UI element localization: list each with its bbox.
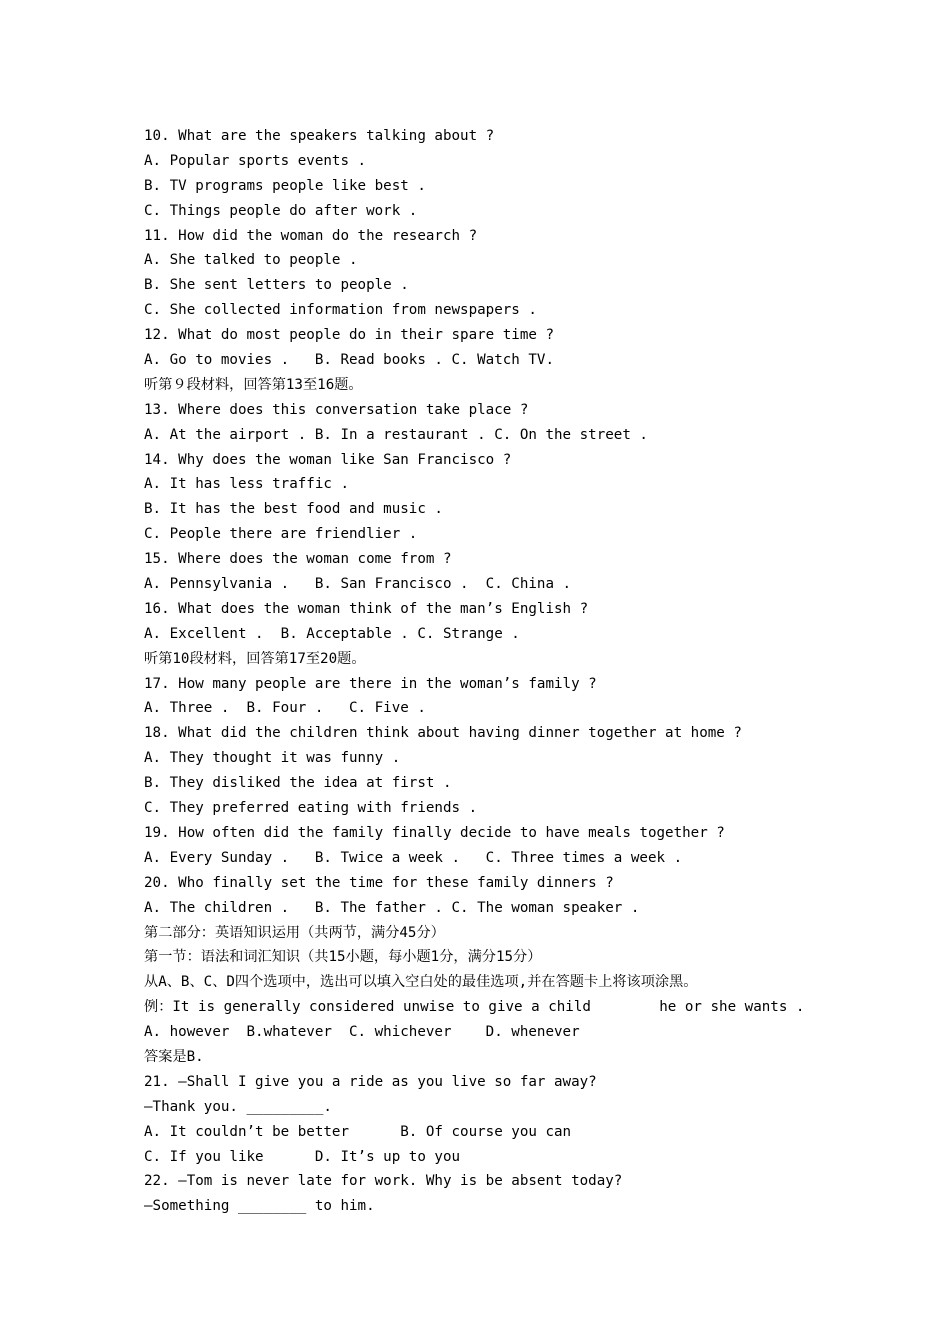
option-line: A. Popular sports events . bbox=[144, 152, 367, 169]
option-line: A. The children . B. The father . C. The woman speaker . bbox=[144, 899, 640, 916]
example-question: 例：It is generally considered unwise to give a child he or she wants . bbox=[144, 999, 805, 1016]
dialogue-line: —Thank you. _________. bbox=[144, 1098, 332, 1115]
part-heading: 第二部分：英语知识运用（共两节，满分45分） bbox=[144, 924, 445, 941]
document-page bbox=[144, 124, 864, 1219]
option-line: A. It couldn’t be better B. Of course you can bbox=[144, 1123, 572, 1140]
question-13: 13. Where does this conversation take place ? bbox=[144, 401, 529, 418]
option-line: B. She sent letters to people . bbox=[144, 277, 409, 294]
option-line: A. She talked to people . bbox=[144, 252, 358, 269]
question-16: 16. What does the woman think of the man’s English ? bbox=[144, 600, 589, 617]
question-17: 17. How many people are there in the woman’s family ? bbox=[144, 675, 597, 692]
question-11: 11. How did the woman do the research ? bbox=[144, 227, 478, 244]
dialogue-line: —Something ________ to him. bbox=[144, 1198, 375, 1215]
question-14: 14. Why does the woman like San Francisco ? bbox=[144, 451, 512, 468]
question-18: 18. What did the children think about having dinner together at home ? bbox=[144, 725, 742, 742]
option-line: A. Pennsylvania . B. San Francisco . C. China . bbox=[144, 576, 572, 593]
question-10: 10. What are the speakers talking about ? bbox=[144, 128, 495, 144]
question-19: 19. How often did the family finally decide to have meals together ? bbox=[144, 824, 725, 841]
question-12: 12. What do most people do in their spare time ? bbox=[144, 327, 554, 344]
question-15: 15. Where does the woman come from ? bbox=[144, 551, 452, 568]
option-line: A. At the airport . B. In a restaurant . C. On the street . bbox=[144, 426, 648, 443]
option-line: A. They thought it was funny . bbox=[144, 750, 401, 767]
section-instruction: 从A、B、C、D四个选项中，选出可以填入空白处的最佳选项,并在答题卡上将该项涂黑。 bbox=[144, 974, 698, 991]
option-line: A. Every Sunday . B. Twice a week . C. Three times a week . bbox=[144, 849, 683, 866]
option-line: B. It has the best food and music . bbox=[144, 501, 443, 518]
question-21: 21. —Shall I give you a ride as you live so far away? bbox=[144, 1073, 597, 1090]
example-answer: 答案是B. bbox=[144, 1048, 204, 1065]
section-heading: 第一节：语法和词汇知识（共15小题，每小题1分，满分15分） bbox=[144, 949, 542, 966]
option-line: B. TV programs people like best . bbox=[144, 177, 426, 194]
option-line: A. It has less traffic . bbox=[144, 476, 349, 493]
question-20: 20. Who finally set the time for these family dinners ? bbox=[144, 874, 614, 891]
option-line: C. If you like D. It’s up to you bbox=[144, 1148, 461, 1165]
option-line: A. Excellent . B. Acceptable . C. Strange . bbox=[144, 625, 520, 642]
option-line: A. Go to movies . B. Read books . C. Watch TV. bbox=[144, 352, 554, 369]
option-line: B. They disliked the idea at first . bbox=[144, 775, 452, 792]
question-22: 22. —Tom is never late for work. Why is be absent today? bbox=[144, 1173, 623, 1190]
option-line: A. however B.whatever C. whichever D. whenever bbox=[144, 1024, 580, 1041]
section-instruction: 听第９段材料，回答第13至16题。 bbox=[144, 376, 363, 393]
option-line: C. People there are friendlier . bbox=[144, 526, 418, 543]
option-line: C. They preferred eating with friends . bbox=[144, 800, 478, 817]
option-line: C. Things people do after work . bbox=[144, 202, 418, 219]
option-line: A. Three . B. Four . C. Five . bbox=[144, 700, 426, 717]
section-instruction: 听第10段材料，回答第17至20题。 bbox=[144, 650, 366, 667]
option-line: C. She collected information from newspapers . bbox=[144, 302, 537, 319]
